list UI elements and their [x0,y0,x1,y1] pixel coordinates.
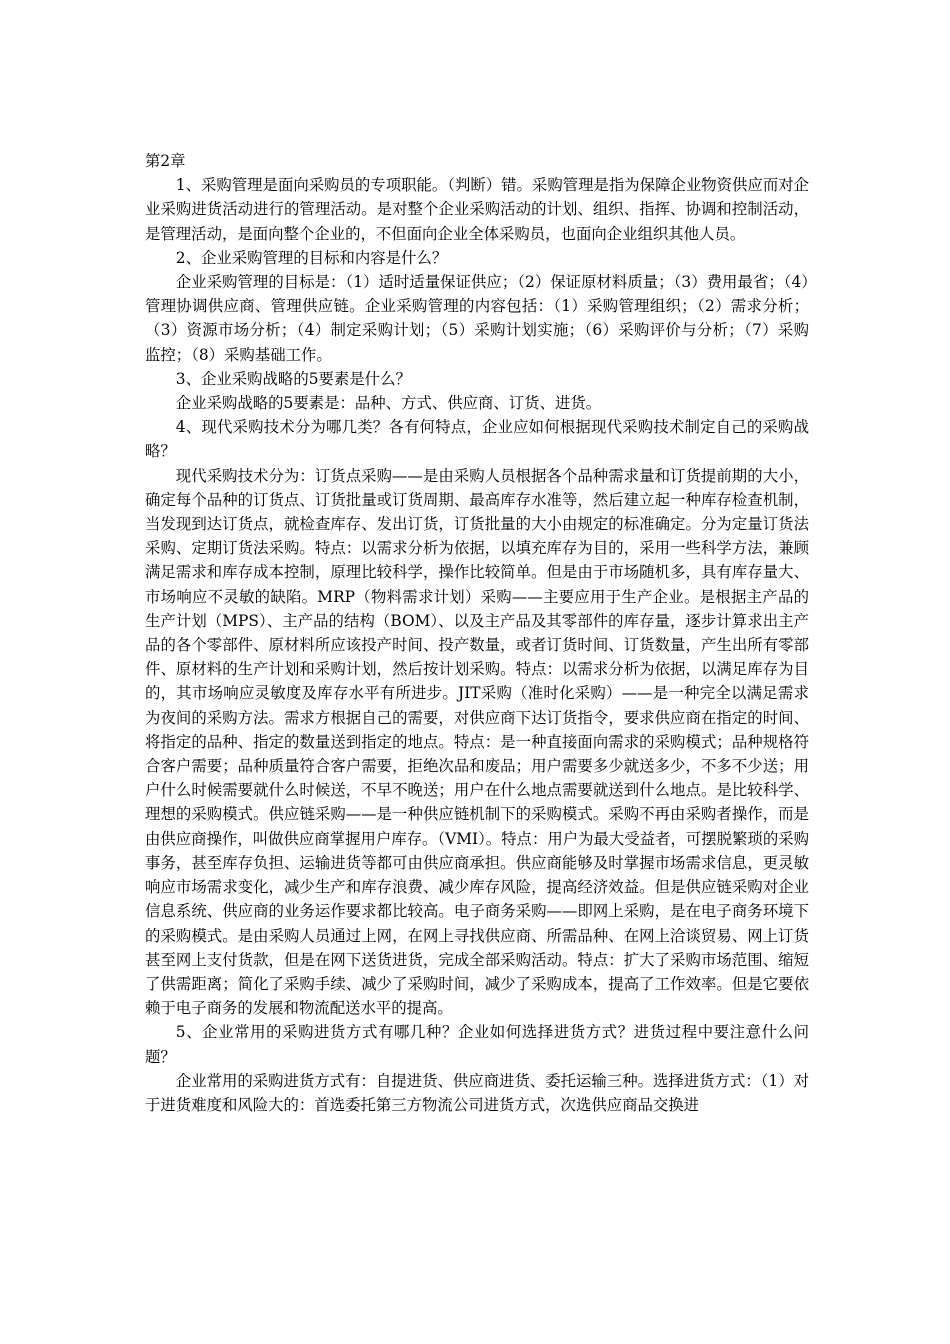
document-body [145,149,809,1117]
question-2-heading: 2、企业采购管理的目标和内容是什么？ [175,248,448,267]
answer-5-paragraph: 企业常用的采购进货方式有：自提进货、供应商进货、委托运输三种。选择进货方式：（1）对于进货难度和风险大的：首选委托第三方物流公司进货方式，次选供应商品交换进 [145,1071,809,1114]
question-3-heading: 3、企业采购战略的5要素是什么？ [175,369,411,388]
question-5-heading: 5、企业常用的采购进货方式有哪几种？企业如何选择进货方式？进货过程中要注意什么问题？ [145,1023,809,1066]
answer-2-paragraph: 企业采购管理的目标是：（1）适时适量保证供应；（2）保证原材料质量；（3）费用最省；（4）管理协调供应商、管理供应链。企业采购管理的内容包括：（1）采购管理组织；（2）需求分析；（3）资源市场分析；（4）制定采购计划；（5）采购计划实施；（6）采购评价与分析；（7）采购监控；（8）采购基础工作。 [145,273,809,364]
answer-3-paragraph: 企业采购战略的5要素是：品种、方式、供应商、订货、进货。 [175,394,602,413]
question-1-paragraph: 1、采购管理是面向采购员的专项职能。（判断）错。采购管理是指为保障企业物资供应而对企业采购进货活动进行的管理活动。是对整个企业采购活动的计划、组织、指挥、协调和控制活动，是管理活动，是面向整个企业的，不但面向企业全体采购员，也面向企业组织其他人员。 [145,176,809,243]
question-4-heading: 4、现代采购技术分为哪几类？各有何特点，企业应如何根据现代采购技术制定自己的采购战略？ [145,418,809,461]
chapter-title: 第2章 [145,152,186,170]
answer-4-paragraph: 现代采购技术分为：订货点采购——是由采购人员根据各个品种需求量和订货提前期的大小，确定每个品种的订货点、订货批量或订货周期、最高库存水准等，然后建立起一种库存检查机制，当发现到达订货点，就检查库存、发出订货，订货批量的大小由规定的标准确定。分为定量订货法采购、定期订货法采购。特点：以需求分析为依据，以填充库存为目的，采用一些科学方法，兼顾满足需求和库存成本控制，原理比较科学，操作比较简单。但是由于市场随机多，具有库存量大、市场响应不灵敏的缺陷。MRP（物料需求计划）采购——主要应用于生产企业。是根据主产品的生产计划（MPS）、主产品的结构（BOM）、以及主产品及其零部件的库存量，逐步计算求出主产品的各个零部件、原材料所应该投产时间、投产数量，或者订货时间、订货数量，产生出所有零部件、原材料的生产计划和采购计划，然后按计划采购。特点：以需求分析为依据，以满足库存为目的，其市场响应灵敏度及库存水平有所进步。JIT采购（准时化采购）——是一种完全以满足需求为夜间的采购方法。需求方根据自己的需要，对供应商下达订货指令，要求供应商在指定的时间、将指定的品种、指定的数量送到指定的地点。特点：是一种直接面向需求的采购模式；品种规格符合客户需要；品种质量符合客户需要，拒绝次品和废品；用户需要多少就送多少，不多不少送；用户什么时候需要就什么时候送，不早不晚送；用户在什么地点需要就送到什么地点。是比较科学、理想的采购模式。供应链采购——是一种供应链机制下的采购模式。采购不再由采购者操作，而是由供应商操作，叫做供应商掌握用户库存。（VMI）。特点：用户为最大受益者，可摆脱繁琐的采购事务，甚至库存负担、运输进货等都可由供应商承担。供应商能够及时掌握市场需求信息，更灵敏响应市场需求变化，减少生产和库存浪费、减少库存风险，提高经济效益。但是供应链采购对企业信息系统、供应商的业务运作要求都比较高。电子商务采购——即网上采购，是在电子商务环境下的采购模式。是由采购人员通过上网，在网上寻找供应商、所需品种、在网上洽谈贸易、网上订货甚至网上支付货款，但是在网下送货进货，完成全部采购活动。特点：扩大了采购市场范围、缩短了供需距离；简化了采购手续、减少了采购时间，减少了采购成本，提高了工作效率。但是它要依赖于电子商务的发展和物流配送水平的提高。 [145,466,809,1018]
